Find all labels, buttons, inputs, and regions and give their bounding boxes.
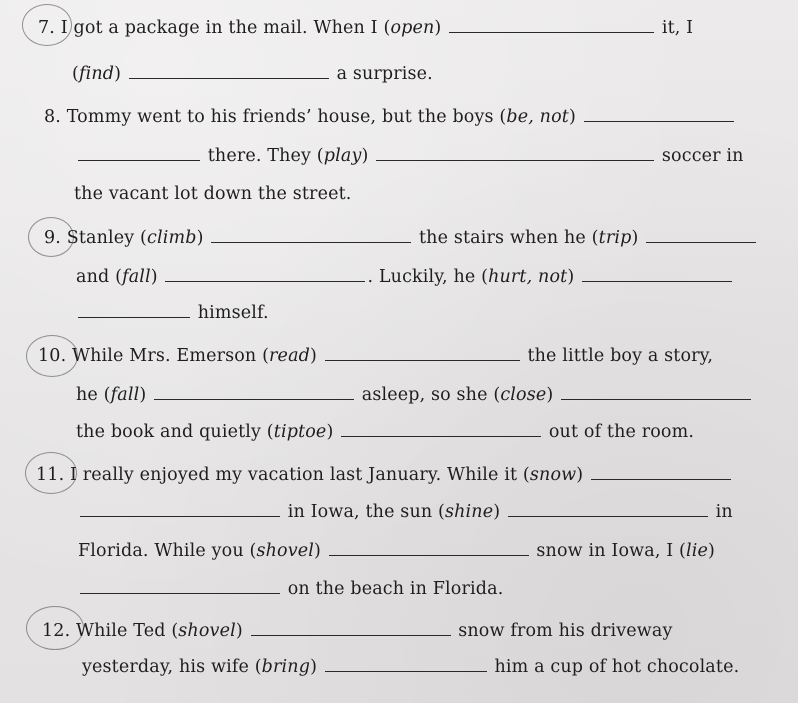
q10-after-3: out of the room. bbox=[548, 422, 695, 442]
q11-text-3: Florida. While you (shovel) bbox=[78, 541, 321, 561]
q12-text-2: yesterday, his wife (bring) bbox=[82, 657, 318, 677]
q11-blank-4[interactable] bbox=[329, 541, 529, 556]
q9-text: Stanley (climb) bbox=[66, 228, 204, 248]
q9-blank-3[interactable] bbox=[165, 267, 365, 282]
q8-line-2 bbox=[76, 145, 744, 167]
q11-line-2 bbox=[78, 501, 733, 523]
q11-line-3 bbox=[78, 540, 715, 562]
q10-line-1 bbox=[38, 345, 713, 367]
q7-line-1 bbox=[38, 17, 693, 39]
q10-number: 10. bbox=[38, 346, 67, 366]
q7-line-2 bbox=[72, 63, 433, 85]
q11-line-4 bbox=[78, 578, 503, 600]
q12-line-1 bbox=[42, 620, 673, 642]
q11-mid: in Iowa, the sun (shine) bbox=[287, 502, 501, 522]
q11-mid-3: snow in Iowa, I (lie) bbox=[536, 541, 716, 561]
q9-number: 9. bbox=[44, 228, 61, 248]
q10-blank-1[interactable] bbox=[325, 346, 520, 361]
q10-text: While Mrs. Emerson (read) bbox=[72, 346, 317, 366]
q11-after-4: on the beach in Florida. bbox=[287, 579, 504, 599]
q8-line-1 bbox=[44, 106, 736, 128]
q10-line-2 bbox=[76, 384, 753, 406]
q12-after-2: him a cup of hot chocolate. bbox=[494, 657, 740, 677]
q9-mid-2: . Luckily, he (hurt, not) bbox=[367, 267, 575, 287]
q10-blank-3[interactable] bbox=[561, 385, 751, 400]
q9-mid: the stairs when he (trip) bbox=[419, 228, 639, 248]
q7-after-2: a surprise. bbox=[336, 64, 433, 84]
q12-blank-1[interactable] bbox=[251, 621, 451, 636]
q7-text: I got a package in the mail. When I (open) bbox=[60, 18, 442, 38]
q12-after: snow from his driveway bbox=[458, 621, 673, 641]
q10-mid: asleep, so she (close) bbox=[361, 385, 554, 405]
q11-text: I really enjoyed my vacation last January. While it (snow) bbox=[70, 465, 584, 485]
q11-number: 11. bbox=[36, 465, 65, 485]
q8-blank-3[interactable] bbox=[376, 146, 654, 161]
q8-text-3: the vacant lot down the street. bbox=[74, 184, 352, 204]
q9-blank-1[interactable] bbox=[211, 228, 411, 243]
q11-blank-1[interactable] bbox=[591, 465, 731, 480]
q8-blank-2[interactable] bbox=[78, 146, 200, 161]
q12-line-2 bbox=[82, 656, 739, 678]
q8-number: 8. bbox=[44, 107, 61, 127]
q9-text-2: and (fall) bbox=[76, 267, 158, 287]
q7-number: 7. bbox=[38, 18, 55, 38]
q12-text: While Ted (shovel) bbox=[76, 621, 243, 641]
q9-blank-5[interactable] bbox=[78, 303, 190, 318]
q12-number: 12. bbox=[42, 621, 71, 641]
q10-text-3: the book and quietly (tiptoe) bbox=[76, 422, 334, 442]
q10-blank-2[interactable] bbox=[154, 385, 354, 400]
q9-line-2 bbox=[76, 266, 734, 288]
q7-after: it, I bbox=[661, 18, 694, 38]
q11-blank-5[interactable] bbox=[80, 579, 280, 594]
q11-blank-3[interactable] bbox=[508, 502, 708, 517]
q11-line-1 bbox=[36, 464, 733, 486]
q11-blank-2[interactable] bbox=[80, 502, 280, 517]
q10-line-3 bbox=[76, 421, 694, 443]
q9-blank-2[interactable] bbox=[646, 228, 756, 243]
q7-blank-1[interactable] bbox=[449, 18, 654, 33]
q8-text: Tommy went to his friends’ house, but the boys (be, not) bbox=[66, 107, 576, 127]
q12-blank-2[interactable] bbox=[325, 657, 487, 672]
q9-line-1 bbox=[44, 227, 758, 249]
q9-line-3 bbox=[76, 302, 269, 324]
q8-after: soccer in bbox=[661, 146, 744, 166]
q10-blank-4[interactable] bbox=[341, 422, 541, 437]
q7-find: (find) bbox=[72, 64, 122, 84]
q8-line-3 bbox=[74, 183, 351, 205]
q8-mid: there. They (play) bbox=[207, 146, 369, 166]
q9-after: himself. bbox=[197, 303, 269, 323]
q10-text-2: he (fall) bbox=[76, 385, 147, 405]
q11-after: in bbox=[715, 502, 733, 522]
q9-blank-4[interactable] bbox=[582, 267, 732, 282]
q8-blank-1[interactable] bbox=[584, 107, 734, 122]
q7-blank-2[interactable] bbox=[129, 64, 329, 79]
q10-after: the little boy a story, bbox=[527, 346, 714, 366]
